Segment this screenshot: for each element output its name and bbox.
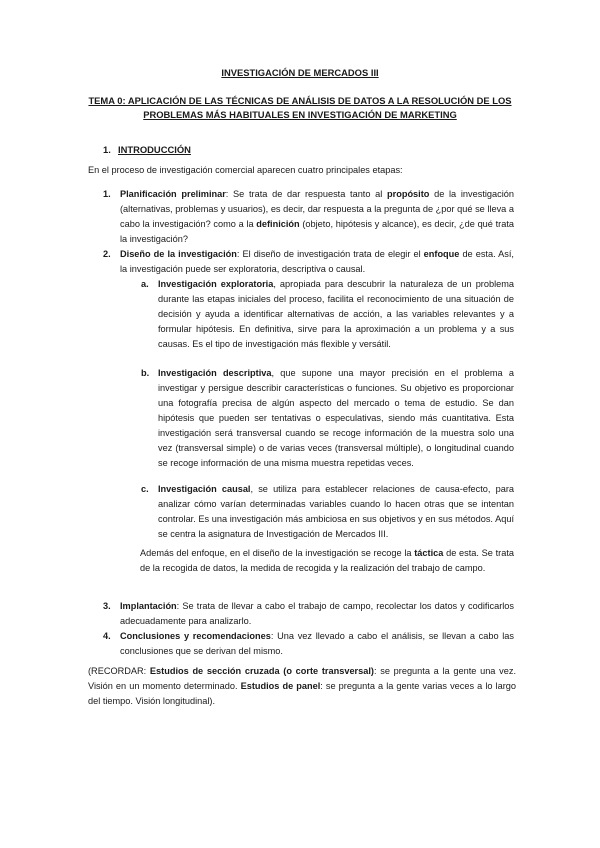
enfoque-note: Además del enfoque, en el diseño de la investigación se recoge la táctica de esta. Se trata de la recogida de datos, la medida de recogida y la realización del trabajo de campo.	[140, 548, 514, 573]
stage-item-1	[103, 187, 514, 247]
stage-text: Implantación: Se trata de llevar a cabo el trabajo de campo, recolectar los datos y codificarlos adecuadamente para analizarlo.	[120, 601, 514, 626]
research-type-term: Investigación causal	[158, 484, 251, 494]
research-type-term: Investigación exploratoria	[158, 279, 274, 289]
document-title: INVESTIGACIÓN DE MERCADOS III	[221, 67, 379, 78]
research-type-term: Investigación descriptiva	[158, 368, 272, 378]
research-type-b	[141, 366, 515, 471]
stage-term: Diseño de la investigación	[120, 249, 237, 259]
stage-text: Diseño de la investigación: El diseño de investigación trata de elegir el enfoque de esta. Así, la investigación puede ser exploratoria, descriptiva o causal.	[120, 249, 514, 274]
stage-text: Planificación preliminar: Se trata de dar respuesta tanto al propósito de la investigación (alternativas, problemas y usuarios), es decir, dar respuesta a la pregunta de ¿por qué se lleva a cabo la investigación? como a la definición (objeto, hipótesis y alcance), es decir, ¿de qué trata la investigación?	[120, 189, 514, 244]
stage-number: 3.	[103, 601, 111, 611]
section-heading	[103, 144, 191, 155]
recordar-note: (RECORDAR: Estudios de sección cruzada (o corte transversal): se pregunta a la gente una vez. Visión en un momento determinado. Estudios de panel: se pregunta a la gente varias veces a lo largo del tiempo. Visión longitudinal).	[88, 666, 516, 706]
stage-term: Implantación	[120, 601, 177, 611]
research-type-letter: c.	[141, 484, 149, 494]
stage-item-2	[103, 247, 514, 277]
stage-item-4	[103, 629, 514, 659]
stage-term: Conclusiones y recomendaciones	[120, 631, 271, 641]
stage-text: Conclusiones y recomendaciones: Una vez llevado a cabo el análisis, se llevan a cabo las conclusiones que se derivan del mismo.	[120, 631, 514, 656]
stage-number: 2.	[103, 249, 111, 259]
stage-term: Planificación preliminar	[120, 189, 226, 199]
stage-number: 4.	[103, 631, 111, 641]
research-type-text: Investigación causal, se utiliza para establecer relaciones de causa-efecto, para analizar cómo varían determinadas variables cuando lo hacen otras que se intentan controlar. Es una investigación más ambiciosa en sus objetivos y en sus métodos. Aquí se centra la asignatura de Investigación de Mercados III.	[158, 484, 514, 539]
research-type-letter: a.	[141, 279, 149, 289]
section-number: 1.	[103, 144, 111, 155]
stage-item-3	[103, 599, 514, 629]
research-type-c	[141, 482, 514, 542]
research-type-text: Investigación descriptiva, que supone una mayor precisión en el problema a investigar y persigue describir características o funciones. Su objetivo es proporcionar una fotografía precisa de algún aspecto del mercado o tema de estudio. Se dan hipótesis que pueden ser tentativas o especulativas, siendo más cuantitativa. Esta investigación será transversal cuando se recoge información de la muestra solo una vez (transversal simple) o de varias veces (transversal múltiple), o longitudinal cuando se recoge información de una misma muestra repetidas veces.	[158, 368, 515, 468]
topic-title: TEMA 0: APLICACIÓN DE LAS TÉCNICAS DE ANÁLISIS DE DATOS A LA RESOLUCIÓN DE LOS PROBLEMAS MÁS HABITUALES EN INVESTIGACIÓN DE MARKETING	[88, 95, 512, 120]
intro-paragraph: En el proceso de investigación comercial aparecen cuatro principales etapas:	[88, 165, 403, 175]
research-type-a	[141, 277, 514, 352]
stage-number: 1.	[103, 189, 111, 199]
research-type-text: Investigación exploratoria, apropiada para descubrir la naturaleza de un problema durante las etapas iniciales del proceso, facilita el reconocimiento de una situación de decisión y ayuda a identificar alternativas de acción, a las variables relevantes y a formular hipótesis. En definitiva, sirve para la aproximación a un problema y a sus causas. Es el tipo de investigación más flexible y versátil.	[158, 279, 514, 349]
research-type-letter: b.	[141, 368, 150, 378]
section-title: INTRODUCCIÓN	[118, 144, 191, 155]
